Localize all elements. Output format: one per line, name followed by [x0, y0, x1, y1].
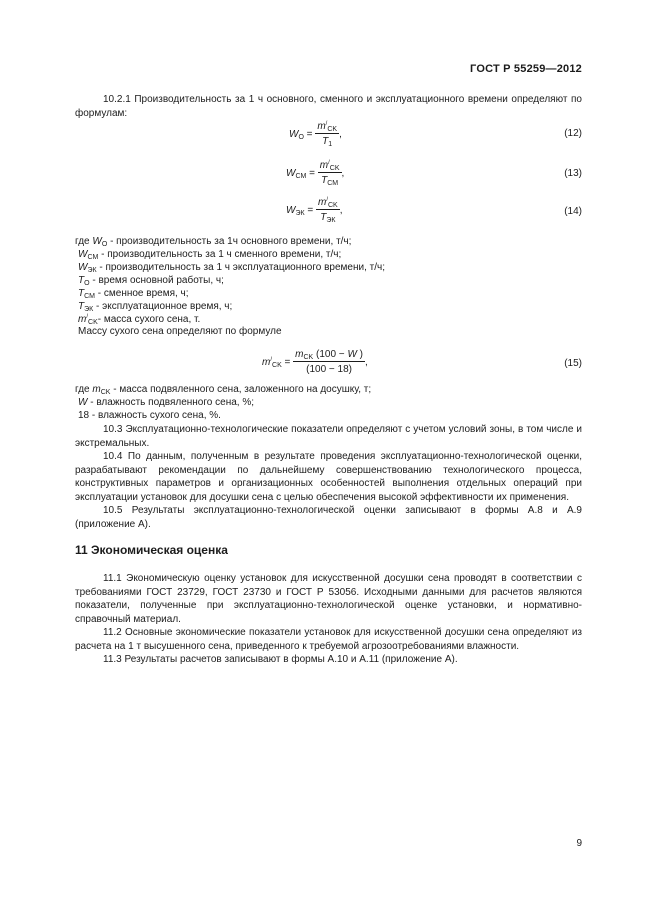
- formula-15: $m^/_{CK}$ = $\frac{m_{CK} (100 - W )}{(100 - 18)}$ ,: [262, 349, 368, 375]
- definition-item: где $m_{CK}$ - масса подвяленного сена, заложенного на досушку, т;: [75, 384, 372, 396]
- formula-13: $W_{CM}$ = $\frac{m^/_{CK}}{T_{CM}}$ ,: [286, 160, 345, 187]
- definitions-list-1-cont: [75, 249, 582, 339]
- paragraph-10-5: 10.5 Результаты эксплуатационно-технологической оценки записывают в формы А.8 и А.9 (приложение А).: [75, 505, 582, 530]
- paragraph-10-2-1: 10.2.1 Производительность за 1 ч основного, сменного и эксплуатационного времени определяют по формулам:: [75, 94, 582, 119]
- definition-followup: Массу сухого сена определяют по формуле: [78, 326, 282, 338]
- formula-12-number: (12): [564, 128, 582, 139]
- definition-item: $T_{ЭК}$ - эксплуатационное время, ч;: [78, 300, 233, 313]
- paragraph-10-3: 10.3 Эксплуатационно-технологические показатели определяют с учетом условий зоны, в том числе и экстремальных.: [75, 424, 582, 449]
- definition-item: где $W_O$ - производительность за 1ч основного времени, т/ч;: [75, 236, 352, 248]
- formula-15-number: (15): [564, 358, 582, 369]
- paragraph-11-3: 11.3 Результаты расчетов записывают в формы А.10 и А.11 (приложение А).: [103, 654, 458, 665]
- formula-12: $W_O$ = $\frac{m^/_{CK}}{T_1}$ ,: [289, 121, 342, 148]
- definition-item: 18 - влажность сухого сена, %.: [78, 409, 221, 421]
- paragraph-10-4: 10.4 По данным, полученным в результате проведения эксплуатационно-технологической оценки, разрабатывают рекомендации по дальнейшему совершенствованию технологического процесса, конструктивных параметров и организационных особенностей выполнения отдельных операций при эксплуатации установок для досушки сена с целью обеспечения высокой эффективности их применения.: [75, 451, 582, 504]
- paragraph-11-1: 11.1 Экономическую оценку установок для искусственной досушки сена проводят в соответствии с требованиями ГОСТ 23729, ГОСТ 23730 и ГОСТ Р 53056. Исходными данными для расчетов являются показатели, полученные при эксплуатационно-технологической оценке установки, и нормативно-справочный материал.: [75, 573, 582, 626]
- definition-item: $T_O$ - время основной работы, ч;: [78, 274, 224, 287]
- definition-item: $m^/_{CK}-$ масса сухого сена, т.: [78, 313, 201, 326]
- document-header: ГОСТ Р 55259—2012: [470, 63, 582, 75]
- formula-14-number: (14): [564, 206, 582, 217]
- definition-item: $W_{ЭК}$ - производительность за 1 ч эксплуатационного времени, т/ч;: [78, 261, 385, 274]
- definition-item: W - влажность подвяленного сена, %;: [78, 396, 255, 408]
- paragraph-11-2: 11.2 Основные экономические показатели установок для искусственной досушки сена определяют из расчета на 1 т высушенного сена, приведенного к требуемой агрозоотребованиями влажности.: [75, 627, 582, 652]
- definitions-list-2: [75, 384, 582, 423]
- page-number: 9: [576, 838, 582, 849]
- formula-14: $W_{ЭК}$ = $\frac{m^/_{CK}}{T_{ЭК}}$ ,: [286, 197, 343, 224]
- definition-item: $W_{CM}$ - производительность за 1 ч сменного времени, т/ч;: [78, 249, 342, 261]
- section-title: 11 Экономическая оценка: [75, 543, 228, 557]
- definition-item: $T_{CM}$ - сменное время, ч;: [78, 287, 189, 300]
- formula-13-number: (13): [564, 168, 582, 179]
